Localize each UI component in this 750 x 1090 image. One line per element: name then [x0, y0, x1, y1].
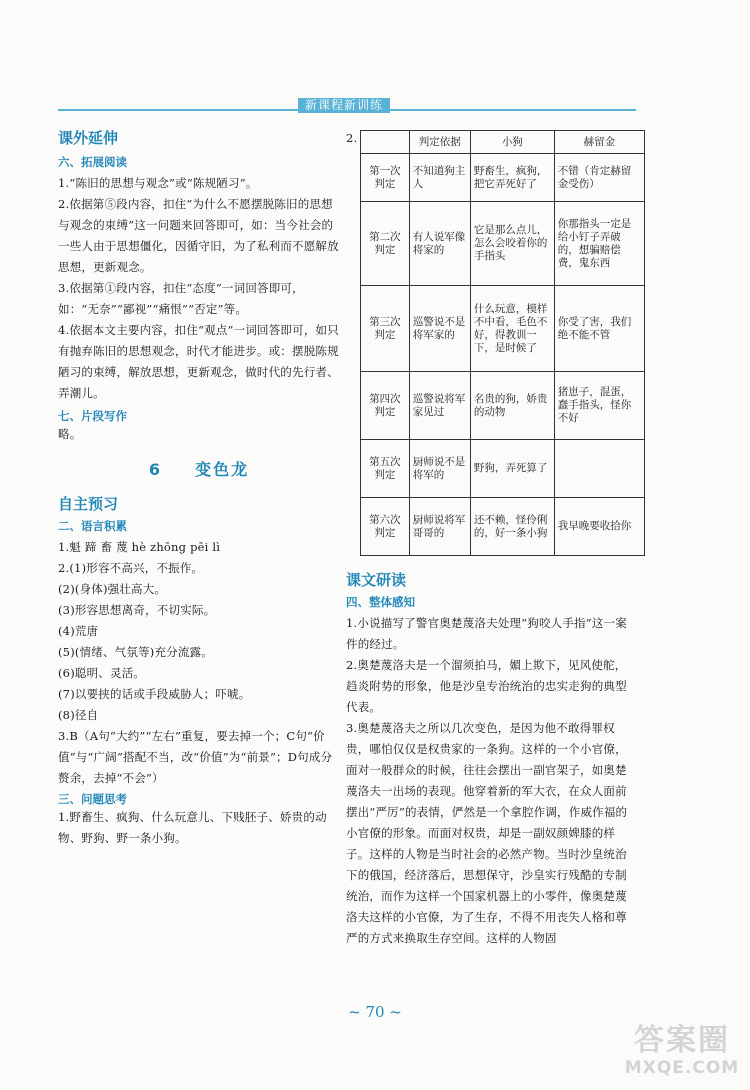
table-cell: 猪崽子，混蛋，蠢手指头，怪你不好	[554, 372, 644, 440]
table-cell: 什么玩意，模样不中看，毛色不好，得教训一下，是时候了	[470, 286, 554, 372]
table-cell: 我早晚要收拾你	[554, 498, 644, 556]
header-title: 新课程新训练	[298, 98, 390, 113]
table-cell: 名贵的狗，娇贵的动物	[470, 372, 554, 440]
table-row-label: 第五次判定	[361, 440, 410, 498]
subsection-title-questions: 三、问题思考	[58, 792, 127, 806]
header-rule-left	[58, 109, 298, 111]
lesson-heading	[58, 457, 340, 480]
table-cell: 有人说军像将家的	[409, 202, 470, 286]
table-row	[361, 154, 645, 202]
table-row-label: 第一次判定	[361, 154, 410, 202]
table-row-label: 第六次判定	[361, 498, 410, 556]
answer-paragraph: 2.依据第⑤段内容，扣住“为什么不愿摆脱陈旧的思想与观念的束缚”这一问题来回答即可，如：当今社会的一些人由于思想僵化，因循守旧，为了私利而不愿解放思想，更新观念。	[58, 197, 339, 274]
table-cell: 还不赖，怪伶俐的，好一条小狗	[470, 498, 554, 556]
section-title-study: 课文研读	[346, 571, 407, 589]
subsection-title-overall: 四、整体感知	[346, 595, 415, 609]
table-cell: 不知道狗主人	[409, 154, 470, 202]
table-cell: 你那指头一定是给小钉子弄破的，想骗赔偿费，鬼东西	[554, 202, 644, 286]
answer-paragraph: 2.奥楚蔑洛夫是一个溜须拍马，媚上欺下，见风使舵，趋炎附势的形象，他是沙皇专治统治的忠实走狗的典型代表。	[346, 658, 627, 714]
table-cell: 它是那么点儿，怎么会咬着你的手指头	[470, 202, 554, 286]
answer-paragraph: 3.奥楚蔑洛夫之所以几次变色，是因为他不敢得罪权贵，哪怕仅仅是权贵家的一条狗。这样的一个小官僚，面对一般群众的时候，往往会摆出一副官架子，如奥楚蔑洛夫一出场的表现。他穿着新的军大衣，在众人面前摆出“严厉”的表情，俨然是一个拿腔作调，作威作福的小官僚的形象。而面对权贵，却是一副奴颜婢膝的样子。这样的人物是当时社会的必然产物。当时沙皇统治下的俄国，经济落后，思想保守，沙皇实行残酷的专制统治，而作为这样一个国家机器上的小零件，像奥楚蔑洛夫这样的小官僚，为了生存，不得不用丧失人格和尊严的方式来换取生存空间。这样的人物固	[346, 721, 628, 945]
judgement-table-block	[346, 130, 636, 556]
answer-paragraph: 略。	[58, 427, 82, 441]
answer-paragraph: (2)(身体)强壮高大。	[58, 582, 167, 596]
page-header	[0, 95, 750, 115]
table-row-label: 第二次判定	[361, 202, 410, 286]
table-header: 判定依据	[409, 131, 470, 154]
table-cell: 野畜生，疯狗，把它弄死好了	[470, 154, 554, 202]
table-header: 赫留金	[554, 131, 644, 154]
table-header: 小狗	[470, 131, 554, 154]
answer-paragraph: 1.小说描写了警官奥楚蔑洛夫处理“狗咬人手指”这一案件的经过。	[346, 616, 627, 651]
table-row	[361, 202, 645, 286]
table-cell: 厨师说不是将军的	[409, 440, 470, 498]
lesson-title: 变色龙	[195, 460, 250, 479]
answer-paragraph: 2.(1)形容不高兴，不振作。	[58, 561, 204, 575]
table-row-label: 第四次判定	[361, 372, 410, 440]
table-row-label: 第三次判定	[361, 286, 410, 372]
answer-paragraph: (7)以要挟的话或手段威胁人；吓唬。	[58, 687, 251, 701]
page-number: ~ 70 ~	[348, 1003, 402, 1021]
answer-paragraph: (4)荒唐	[58, 624, 99, 638]
table-row	[361, 498, 645, 556]
table-number: 2.	[346, 131, 358, 145]
left-column	[58, 126, 340, 849]
answer-paragraph: 1.魁 蹄 畜 蔑 hè zhōng pēi lì	[58, 540, 221, 554]
table-cell: 巡警说不是将军家的	[409, 286, 470, 372]
answer-paragraph: 3.B（A句“大约”“左右”重复，要去掉一个；C句“价值”与“广阔”搭配不当，改“价值”为“前景”；D句成分赘余，去掉“不会”）	[58, 729, 333, 785]
answer-paragraph: 1.野畜生、疯狗、什么玩意儿、下贱胚子、娇贵的动物、野狗、野一条小狗。	[58, 810, 327, 845]
answer-paragraph: (5)(情绪、气氛等)充分流露。	[58, 645, 213, 659]
section-title-extension: 课外延伸	[58, 129, 119, 147]
subsection-title-reading: 六、拓展阅读	[58, 155, 127, 169]
table-row	[361, 372, 645, 440]
table-row	[361, 286, 645, 372]
header-rule-right	[390, 109, 636, 111]
answer-paragraph: 3.依据第①段内容，扣住“态度”一词回答即可，如：“无奈”“鄙视”“痛恨”“否定”等。	[58, 281, 304, 316]
answer-paragraph: (6)聪明、灵活。	[58, 666, 146, 680]
table-cell: 你受了害，我们绝不能不管	[554, 286, 644, 372]
table-cell: 巡警说将军家见过	[409, 372, 470, 440]
answer-paragraph: (8)径自	[58, 708, 99, 722]
table-cell: 厨师说将军哥哥的	[409, 498, 470, 556]
table-header-row	[361, 131, 645, 154]
table-corner-cell	[361, 131, 410, 154]
table-body	[361, 154, 645, 556]
watermark-logo: 答案圈 MXQE.COM	[624, 1023, 740, 1078]
right-column	[346, 130, 636, 949]
lesson-number: 6	[148, 460, 162, 479]
table-cell: 不错（肯定赫留金受伤）	[554, 154, 644, 202]
table-cell: 野狗，弄死算了	[470, 440, 554, 498]
table-row	[361, 440, 645, 498]
answer-paragraph: 1.“陈旧的思想与观念”或“陈规陋习”。	[58, 176, 258, 190]
subsection-title-writing: 七、片段写作	[58, 409, 127, 423]
table-cell	[554, 440, 644, 498]
answer-paragraph: (3)形容思想离奇，不切实际。	[58, 603, 216, 617]
subsection-title-language: 二、语言积累	[58, 519, 127, 533]
judgement-table	[360, 130, 645, 556]
answer-paragraph: 4.依据本文主要内容，扣住“观点”一词回答即可，如只有抛弃陈旧的思想观念，时代才能进步。或：摆脱陈规陋习的束缚，解放思想，更新观念，做时代的先行者、弄潮儿。	[58, 323, 339, 400]
section-title-preview: 自主预习	[58, 495, 119, 513]
